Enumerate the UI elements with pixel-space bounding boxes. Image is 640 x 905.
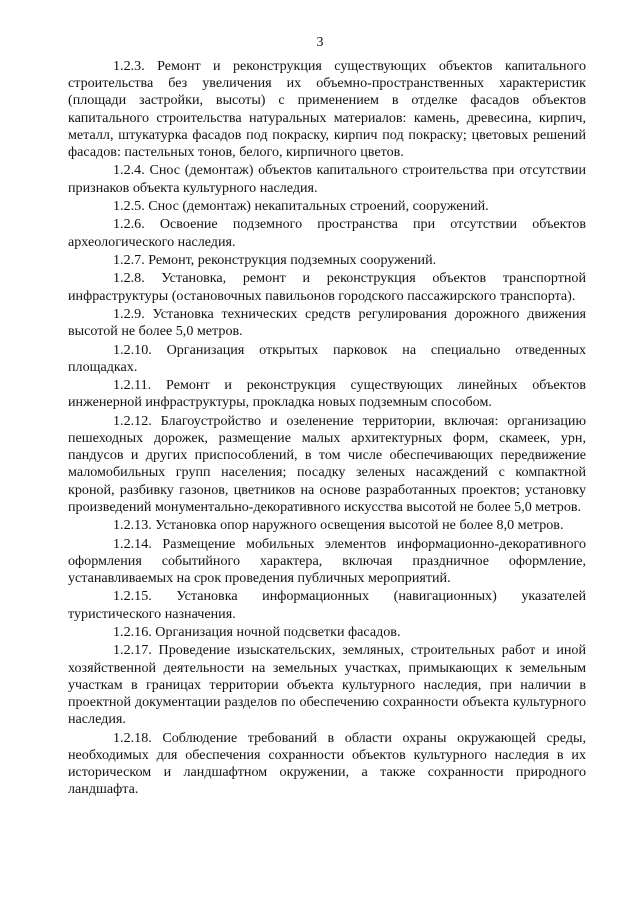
paragraph-1-2-10: 1.2.10. Организация открытых парковок на специально отведенных площадках. xyxy=(68,341,586,375)
paragraph-1-2-16: 1.2.16. Организация ночной подсветки фасадов. xyxy=(113,623,401,640)
paragraph-1-2-17: 1.2.17. Проведение изыскательских, земляных, строительных работ и иной хозяйственной деятельности на земельных участках, примыкающих к земельным участкам в границах территории объекта культурного наследия, при наличии в проектной документации разделов по обеспечению сохранности объекта культурного наследия. xyxy=(68,642,586,728)
paragraph-1-2-12: 1.2.12. Благоустройство и озеленение территории, включая: организацию пешеходных дорожек, размещение малых архитектурных форм, скамеек, урн, пандусов и других приспособлений, в том числе обеспечивающих передвижение маломобильных групп населения; посадку зеленых насаждений с компактной кроной, разбивку газонов, цветников на основе разработанных проектов; установку произведений монументально-декоративного искусства высотой не более 5,0 метров. xyxy=(68,412,586,515)
paragraph-1-2-14: 1.2.14. Размещение мобильных элементов информационно-декоративного оформления событийного характера, включая праздничное оформление, устанавливаемых на срок проведения публичных мероприятий. xyxy=(68,535,586,586)
paragraph-1-2-3: 1.2.3. Ремонт и реконструкция существующих объектов капитального строительства без увеличения их объемно-пространственных характеристик (площади застройки, высоты) с применением в отделке фасадов объектов капитального строительства натуральных материалов: камень, древесина, кирпич, металл, штукатурка фасадов под покраску, кирпич под покраску; цветовых решений фасадов: пастельных тонов, белого, кирпичного цветов. xyxy=(68,58,586,161)
paragraph-1-2-4: 1.2.4. Снос (демонтаж) объектов капитального строительства при отсутствии признаков объекта культурного наследия. xyxy=(68,162,586,196)
paragraph-1-2-9: 1.2.9. Установка технических средств регулирования дорожного движения высотой не более 5,0 метров. xyxy=(68,305,586,340)
paragraph-1-2-6: 1.2.6. Освоение подземного пространства при отсутствии объектов археологического наследия. xyxy=(68,216,586,250)
paragraph-1-2-8: 1.2.8. Установка, ремонт и реконструкция объектов транспортной инфраструктуры (остановочных павильонов городского пассажирского транспорта). xyxy=(68,270,586,304)
paragraph-1-2-5: 1.2.5. Снос (демонтаж) некапитальных строений, сооружений. xyxy=(113,198,489,214)
paragraph-1-2-15: 1.2.15. Установка информационных (навигационных) указателей туристического назначения. xyxy=(68,588,586,622)
paragraph-1-2-13: 1.2.13. Установка опор наружного освещения высотой не более 8,0 метров. xyxy=(113,517,564,534)
paragraph-1-2-7: 1.2.7. Ремонт, реконструкция подземных сооружений. xyxy=(113,251,437,268)
paragraph-1-2-11: 1.2.11. Ремонт и реконструкция существующих линейных объектов инженерной инфраструктуры, прокладка новых подземным способом. xyxy=(68,377,586,411)
document-body xyxy=(68,58,586,800)
paragraph-1-2-18: 1.2.18. Соблюдение требований в области охраны окружающей среды, необходимых для обеспечения сохранности объектов культурного наследия в их историческом и ландшафтном окружении, а также сохранности природного ландшафта. xyxy=(68,729,586,798)
page-number: 3 xyxy=(316,35,324,50)
